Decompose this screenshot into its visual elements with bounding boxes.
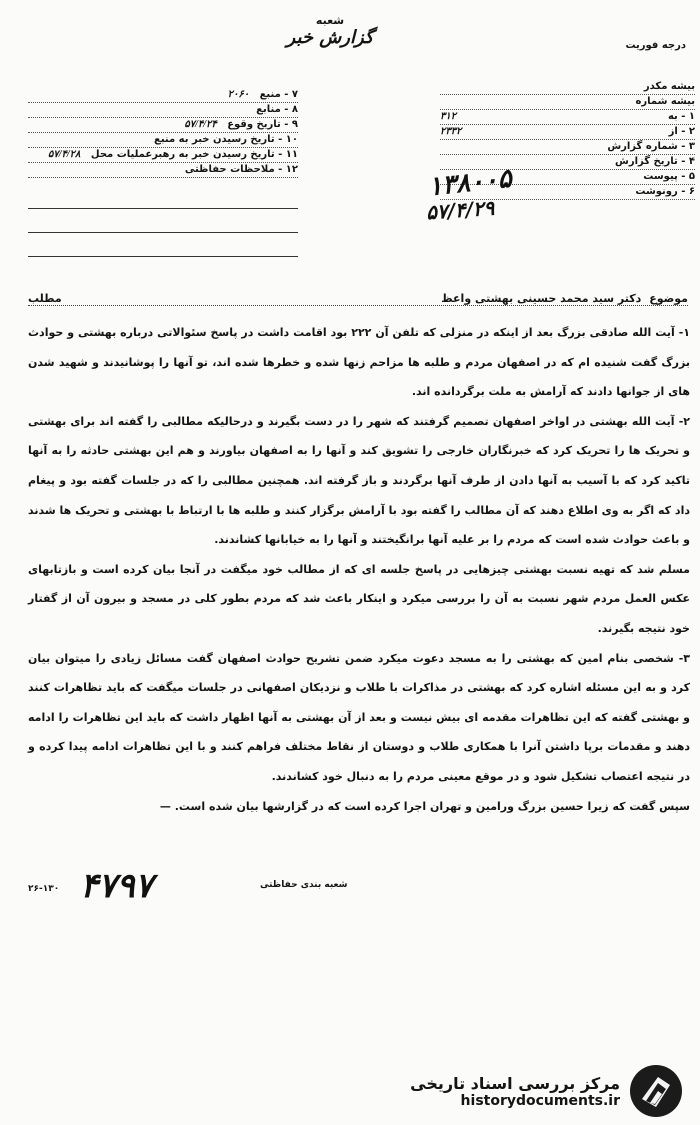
subject-text: دکتر سید محمد حسینی بهشتی واعظ: [441, 292, 642, 305]
paragraph-4: ۳- شخصی بنام امین که بهشتی را به مسجد دعوت میکرد ضمن تشریح حوادث اصفهان گفت مسائل زیادی را میتوان بیان کرد و به این مسئله اشاره کرد که بهشتی در مذاکرات با طلاب و نزدیکان اصفهانی در جلسات میگفت که باید تظاهرات کنند و بهشتی گفته که این تظاهرات مقدمه ای بیش نیست و بعد از آن بهشتی به آنها اظهار داشت که باید این تظاهرات را ادامه دهند و مقدمات برپا داشتن آنرا با همکاری طلاب و دوستان از نقاط مختلف فراهم کنند و با این تظاهرات ادامه پیدا کرده و در نتیجه اعتصاب تشکیل شود و در موقع معینی مردم را به دنبال خود کشاندند.: [28, 651, 690, 783]
field-news-to-ops-date: ۱۱ - تاریخ رسیدن خبر به رهبرعملیات محل ۵۷/۴/۲۸: [28, 148, 298, 163]
divider-line: [28, 208, 298, 209]
archive-watermark: [410, 1063, 684, 1119]
field-report-date: ۴ - تاریخ گزارش: [440, 155, 695, 170]
field-file-issue: بیشه مکدر: [440, 80, 695, 95]
paragraph-5: سپس گفت که زیرا حسین بزرگ ورامین و تهران اجرا کرده است که در گزارشها بیان شده است. —: [159, 799, 690, 813]
field-copy: ۶ - رونوشت: [440, 185, 695, 200]
signature-label: شعبه بندی حفاظتی: [260, 880, 348, 890]
field-report-number: ۳ - شماره گزارش: [440, 140, 695, 155]
department-line-2: گزارش خبر: [286, 27, 374, 48]
subject-label: موضوع: [649, 292, 688, 305]
left-metadata-fields: [28, 88, 298, 178]
divider-line: [28, 256, 298, 257]
stamp-number: ۱۳۸۰۰۵: [426, 163, 514, 203]
stamp-date: ۵۷/۴/۲۹: [425, 195, 496, 225]
paragraph-3: مسلم شد که تهیه نسبت بهشتی چیزهایی در پاسخ جلسه ای که از مطالب خود میگفت در آنجا بیان کرده است و بازتابهای عکس العمل مردم شهر نسبت به آن را بررسی میکرد و اینکار باعث شد که مردم بطور کلی در مسجد و بیرون آن از گفتار خود نتیجه بگیرند.: [28, 562, 690, 635]
urgency-label: درجه فوریت: [625, 40, 686, 51]
divider-line: [28, 232, 298, 233]
paragraph-1: ۱- آیت الله صادقی بزرگ بعد از اینکه در منزلی که تلفن آن ۲۲۲ بود اقامت داشت در پاسخ سئوالاتی درباره بهشتی و حوادث بزرگ گفت شنیده ام که در اصفهان مردم و طلبه ها مزاحم زنها شده و خطرها شده اند، تو آنها را پوشانیدند و شهید شدن های از جوانها دادند که آرامش به ملت برگردانده اند.: [28, 326, 690, 399]
archive-logo-icon: [628, 1063, 684, 1119]
paragraph-2: ۲- آیت الله بهشتی در اواخر اصفهان تصمیم گرفتند که شهر را در دست بگیرند و درحالیکه مطالبی را گفته اند برای بهشتی و تحریک ها را تحریک کرد که خبرنگاران خارجی را تشویق کند و آنها را به اصفهان بیاورند و هم این بهشتی حادثه را به آنها تاکید کرد که با آسیب به آنها دادن از طرف آنها برگردند و باز گرفته اند. همچنین مطالبی را که در جلسات گفته بود و پیغام داد که اگر به وی اطلاع دهند که آن مطالب را گفته بود با آرامش برگزار کنند و طلبه ها با ارتباط با بهشتی و تحریک ها شدند و باعث حوادث شده است که مردم را بر علیه آنها برانگیختند و آنها را به خیابانها کشاندند.: [28, 414, 690, 547]
field-to: ۱ - به ۳۱۲: [440, 110, 695, 125]
field-from: ۲ - از ۲۳۳۲: [440, 125, 695, 140]
field-protection-notes: ۱۲ - ملاحظات حفاظتی: [28, 163, 298, 178]
field-occurrence-date: ۹ - تاریخ وقوع ۵۷/۴/۲۴: [28, 118, 298, 133]
subject-line: [28, 292, 688, 306]
field-sources: ۸ - منابع: [28, 103, 298, 118]
document-code: ۲۶-۱۳۰: [28, 884, 60, 894]
field-source: ۷ - منبع ۲۰۶۰: [28, 88, 298, 103]
field-attachment: ۵ - پیوست: [440, 170, 695, 185]
subject-note: مطلب: [28, 292, 62, 305]
watermark-url: historydocuments.ir: [460, 1092, 620, 1109]
watermark-text: [410, 1074, 620, 1109]
handwritten-number: ۴۷۹۷: [80, 866, 154, 906]
field-file-number: بیشه شماره: [440, 95, 695, 110]
department-header: [230, 14, 430, 48]
department-line-1: شعبه: [315, 14, 345, 27]
report-body: [28, 318, 690, 821]
watermark-title: مرکز بررسی اسناد تاریخی: [410, 1073, 620, 1093]
field-news-to-source-date: ۱۰ - تاریخ رسیدن خبر به منبع: [28, 133, 298, 148]
